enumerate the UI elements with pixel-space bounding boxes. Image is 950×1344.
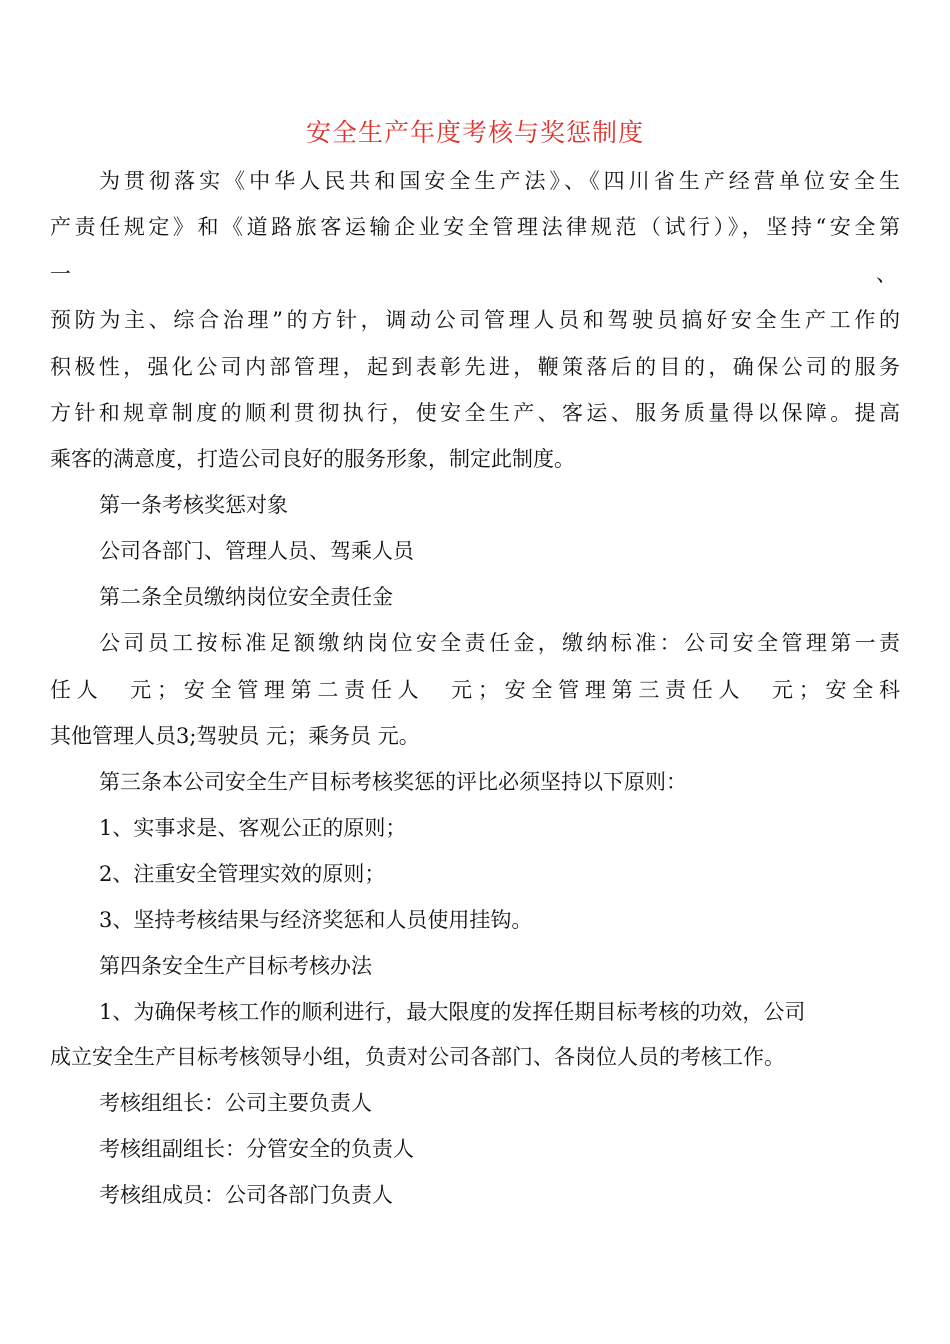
article2-line-1: 公司员工按标准足额缴纳岗位安全责任金，缴纳标准：公司安全管理第一责 [99, 631, 900, 655]
article1-body: 公司各部门、管理人员、驾乘人员 [99, 539, 414, 563]
document-title: 安全生产年度考核与奖惩制度 [305, 118, 644, 147]
article2-line-3: 其他管理人员3;驾驶员 元；乘务员 元。 [50, 724, 420, 748]
article3-item-3: 3、坚持考核结果与经济奖惩和人员使用挂钩。 [99, 908, 533, 932]
intro-line-1: 为贯彻落实《中华人民共和国安全生产法》、《四川省生产经营单位安全生 [99, 169, 900, 193]
article3-item-1: 1、实事求是、客观公正的原则； [99, 816, 407, 840]
group-deputy-leader: 考核组副组长：分管安全的负责人 [99, 1137, 414, 1161]
intro-line-6: 方针和规章制度的顺利贯彻执行，使安全生产、客运、服务质量得以保障。提高 [50, 401, 900, 425]
article2-line-2: 任人 元；安全管理第二责任人 元；安全管理第三责任人 元；安全科 [50, 678, 900, 702]
article3-item-2: 2、注重安全管理实效的原则； [99, 862, 386, 886]
article4-line-1: 1、为确保考核工作的顺利进行，最大限度的发挥任期目标考核的功效，公司 [99, 1000, 806, 1024]
group-leader: 考核组组长：公司主要负责人 [99, 1091, 372, 1115]
article4-heading: 第四条安全生产目标考核办法 [99, 954, 372, 978]
intro-line-3: 一 [50, 262, 71, 286]
intro-line-2: 产责任规定》和《道路旅客运输企业安全管理法律规范（试行）》，坚持“安全第 [50, 215, 900, 239]
intro-line-4: 预防为主、综合治理”的方针，调动公司管理人员和驾驶员搞好安全生产工作的 [50, 308, 900, 332]
article2-heading: 第二条全员缴纳岗位安全责任金 [99, 585, 393, 609]
intro-line-7: 乘客的满意度，打造公司良好的服务形象，制定此制度。 [50, 447, 575, 471]
group-members: 考核组成员：公司各部门负责人 [99, 1183, 393, 1207]
intro-line-5: 积极性，强化公司内部管理，起到表彰先进，鞭策落后的目的，确保公司的服务 [50, 355, 900, 379]
article4-line-2: 成立安全生产目标考核领导小组，负责对公司各部门、各岗位人员的考核工作。 [50, 1045, 785, 1069]
intro-line-3-mark: 、 [876, 262, 897, 286]
article3-heading: 第三条本公司安全生产目标考核奖惩的评比必须坚持以下原则： [99, 770, 687, 794]
article1-heading: 第一条考核奖惩对象 [99, 493, 288, 517]
